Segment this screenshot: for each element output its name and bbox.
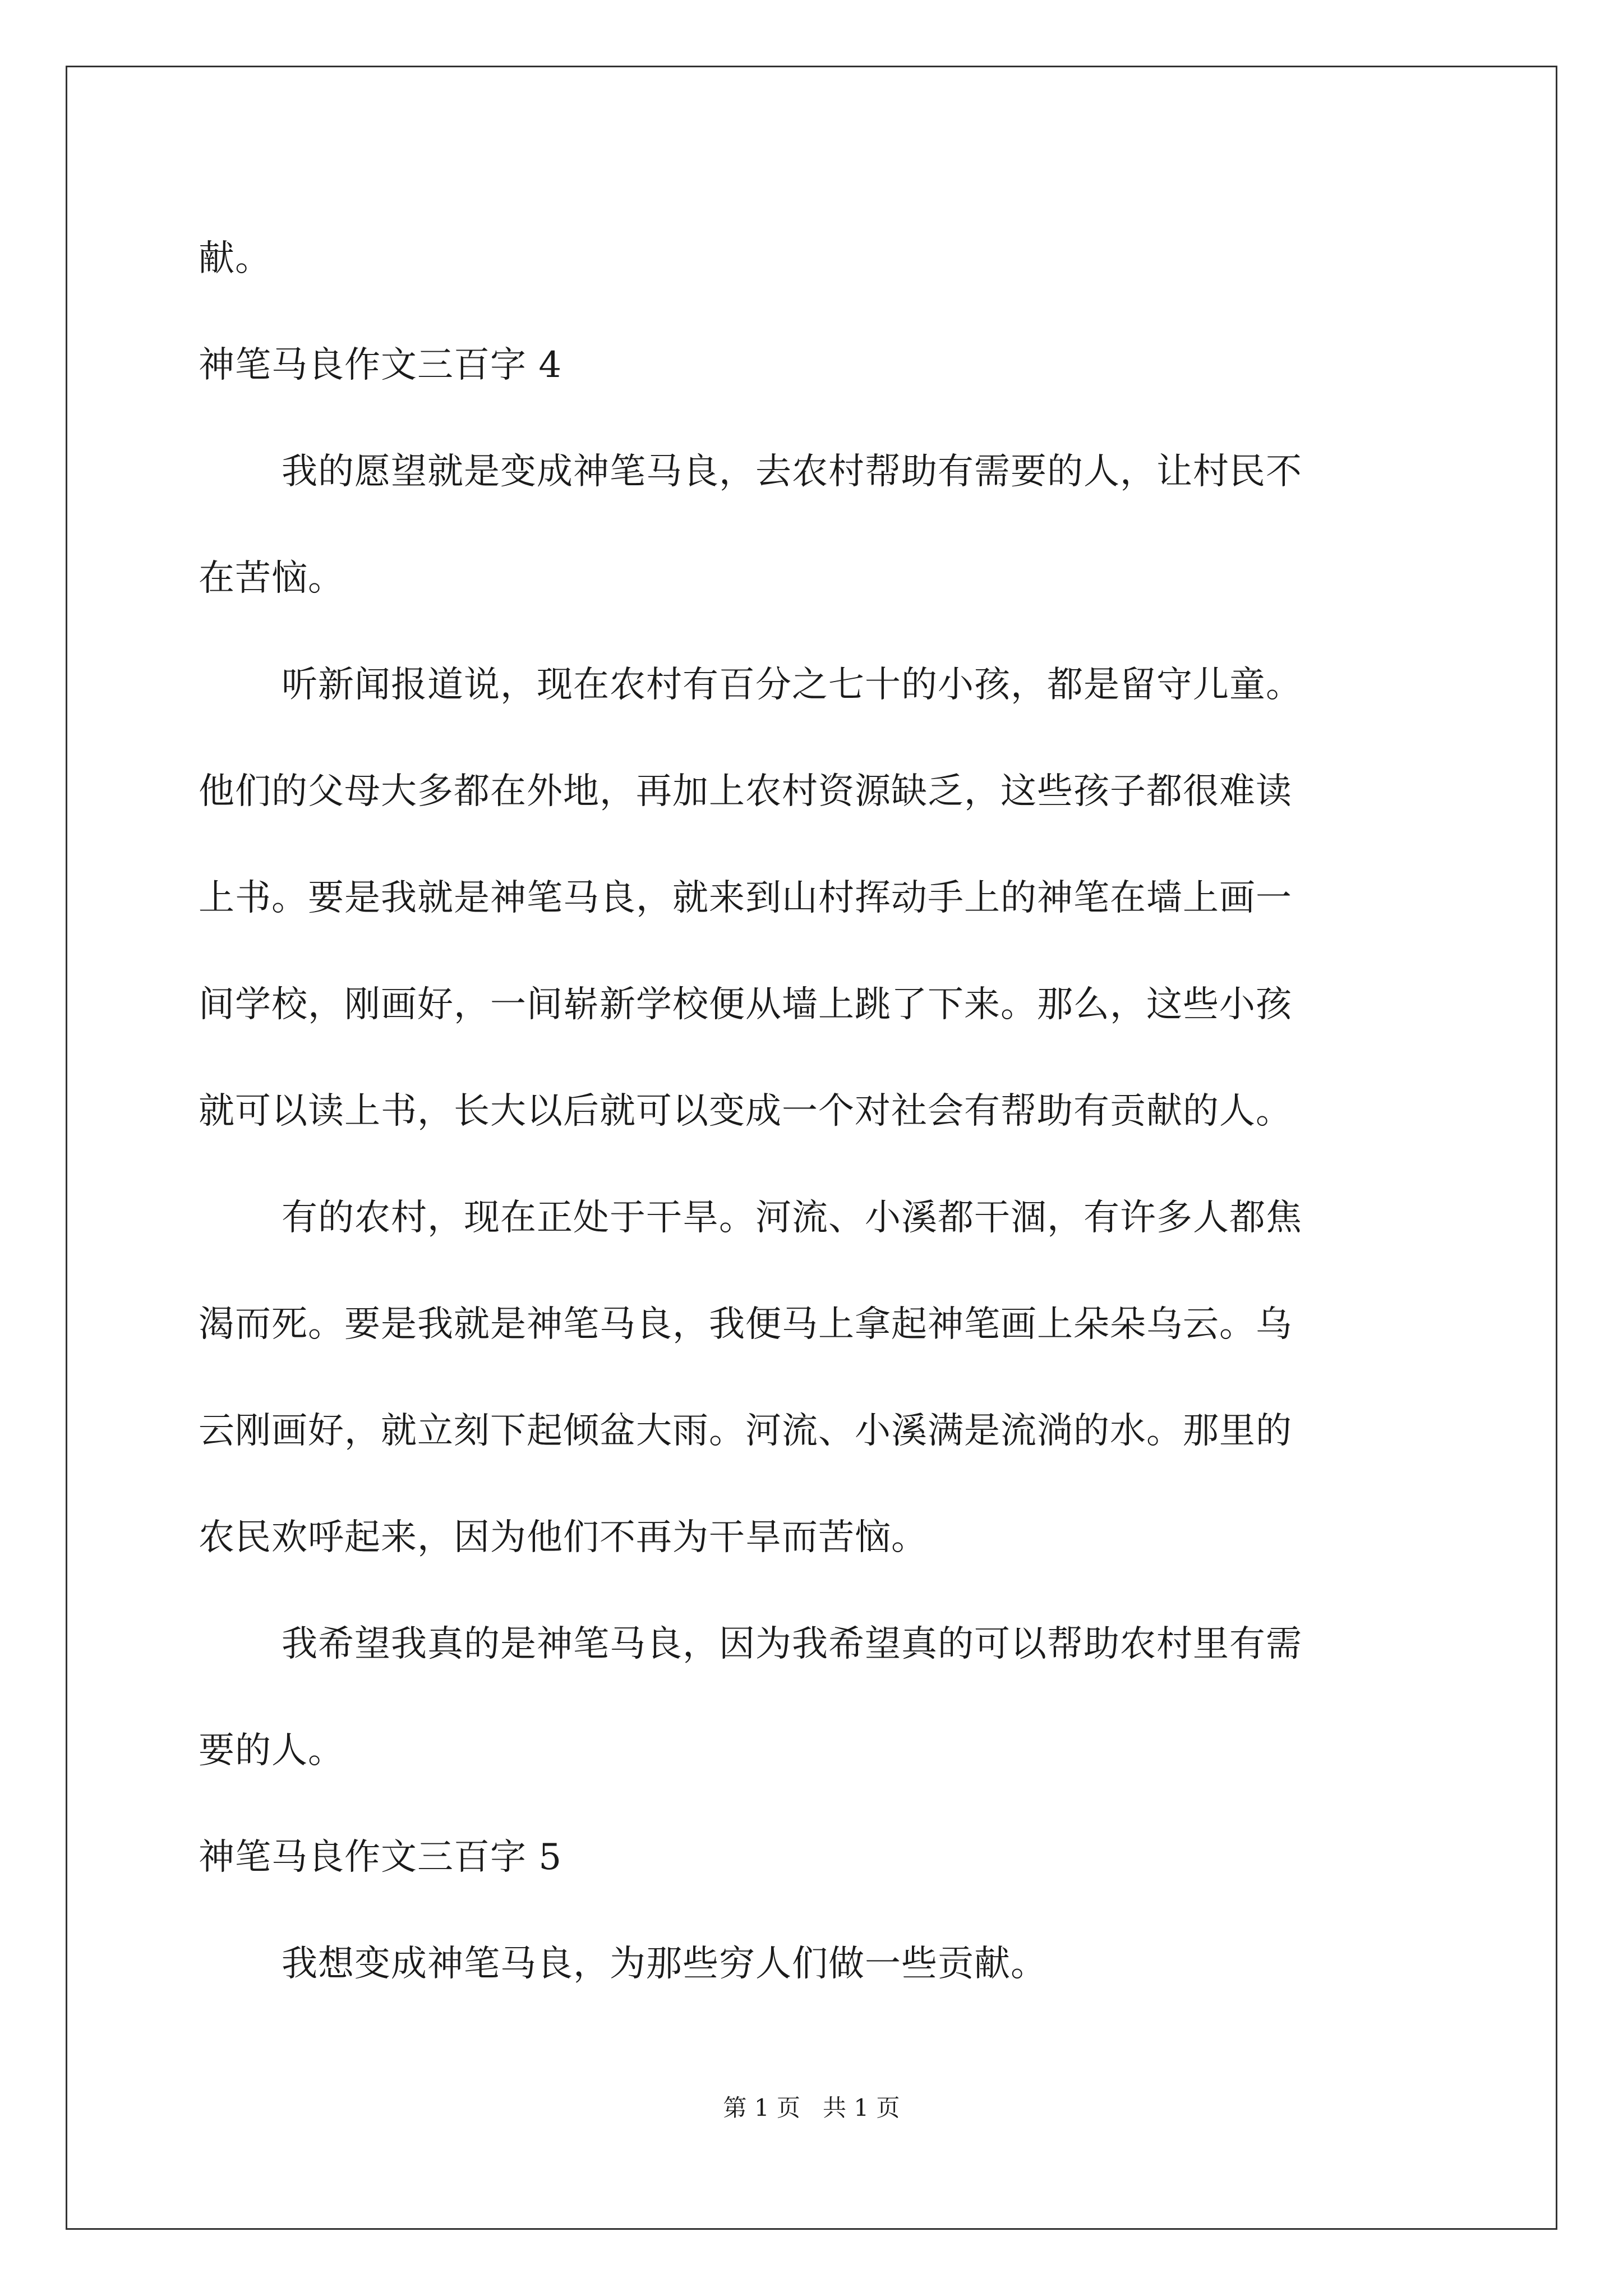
text-line: 要的人。	[199, 1730, 344, 1772]
section-heading: 神笔马良作文三百字 4	[199, 344, 562, 386]
text-line: 上书。要是我就是神笔马良，就来到山村挥动手上的神笔在墙上画一	[199, 877, 1292, 919]
paragraph-line: 我想变成神笔马良，为那些穷人们做一些贡献。	[282, 1943, 1047, 1985]
text-line: 在苦恼。	[199, 558, 344, 599]
text-line: 就可以读上书，长大以后就可以变成一个对社会有帮助有贡献的人。	[199, 1091, 1292, 1132]
section-heading: 神笔马良作文三百字 5	[199, 1837, 562, 1878]
text-line: 云刚画好，就立刻下起倾盆大雨。河流、小溪满是流淌的水。那里的	[199, 1410, 1292, 1452]
text-line: 间学校，刚画好，一间崭新学校便从墙上跳了下来。那么，这些小孩	[199, 984, 1292, 1025]
text-line: 他们的父母大多都在外地，再加上农村资源缺乏，这些孩子都很难读	[199, 771, 1292, 812]
document-body	[199, 205, 1427, 2017]
paragraph-line: 有的农村，现在正处于干旱。河流、小溪都干涸，有许多人都焦	[282, 1197, 1302, 1239]
paragraph-line: 我的愿望就是变成神笔马良，去农村帮助有需要的人，让村民不	[282, 451, 1302, 493]
text-line: 农民欢呼起来，因为他们不再为干旱而苦恼。	[199, 1517, 928, 1558]
paragraph-line: 听新闻报道说，现在农村有百分之七十的小孩，都是留守儿童。	[282, 664, 1302, 706]
text-line: 献。	[199, 238, 271, 279]
page-number-footer: 第 1 页 共 1 页	[723, 2094, 900, 2122]
paragraph-line: 我希望我真的是神笔马良，因为我希望真的可以帮助农村里有需	[282, 1623, 1302, 1665]
text-line: 渴而死。要是我就是神笔马良，我便马上拿起神笔画上朵朵乌云。乌	[199, 1304, 1292, 1345]
